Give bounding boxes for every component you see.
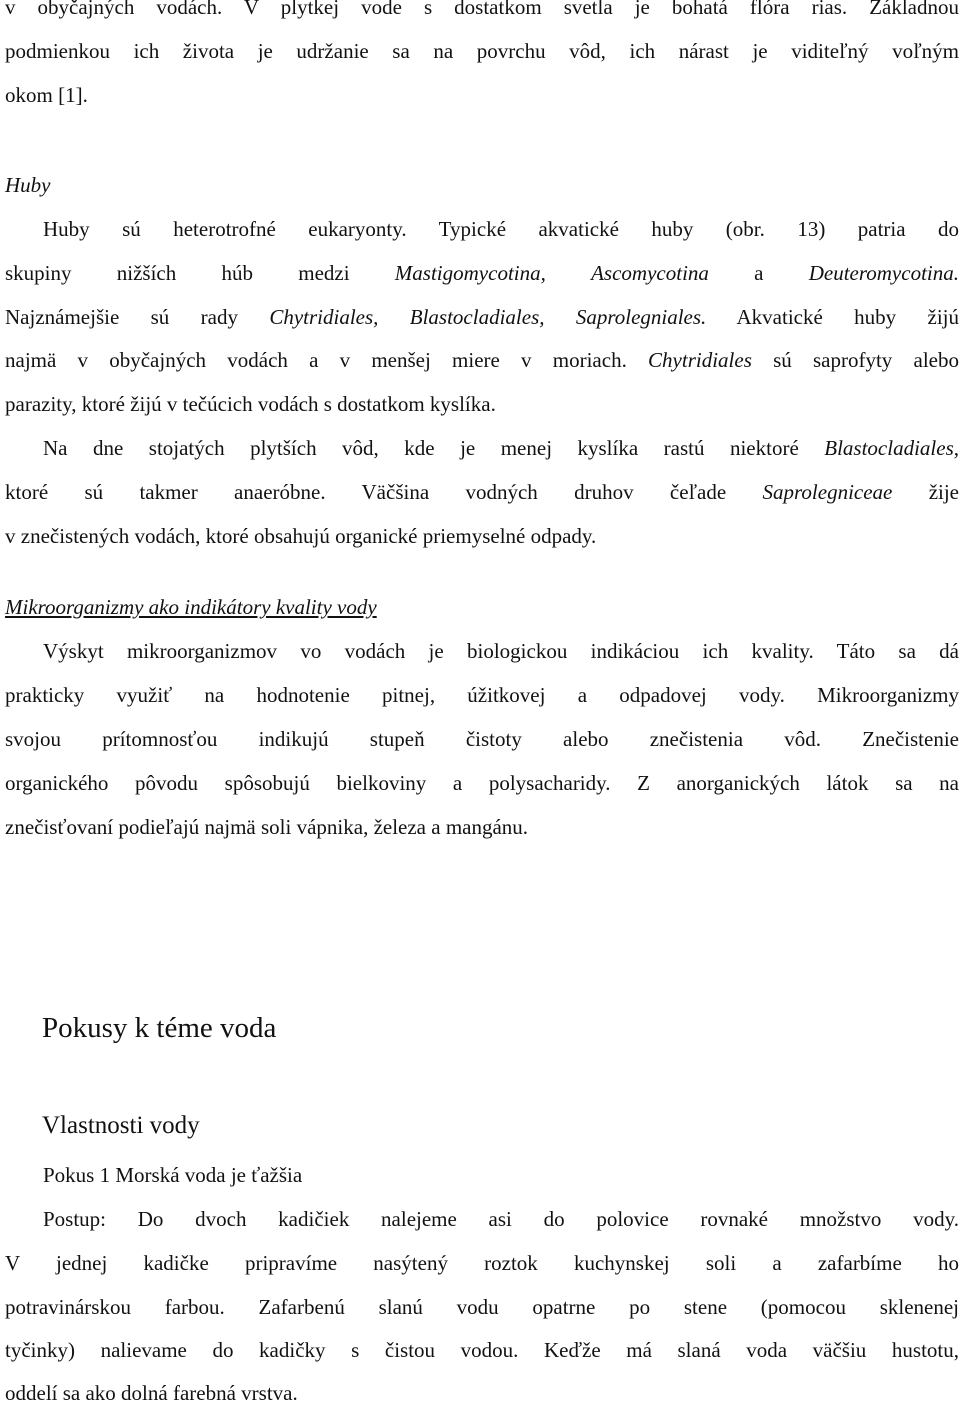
intro-line-1: v obyčajných vodách. V plytkej vode s dostatkom svetla je bohatá flóra rias. Základnou	[5, 0, 959, 19]
intro-line-2: podmienkou ich života je udržanie sa na povrchu vôd, ich nárast je viditeľný voľným	[5, 39, 959, 63]
experiment-line-3: potravinárskou farbou. Zafarbenú slanú vodu opatrne po stene (pomocou sklenenej	[5, 1295, 959, 1319]
experiment-line-5: oddelí sa ako dolná farebná vrstva.	[5, 1381, 298, 1405]
experiment-title: Pokus 1 Morská voda je ťažšia	[43, 1163, 303, 1187]
huby-text: sú saprofyty alebo	[773, 348, 959, 372]
huby-text: ktoré sú takmer anaeróbne. Väčšina vodných druhov čeľade	[5, 480, 727, 504]
huby-line-6	[43, 435, 959, 461]
page-title: Pokusy k téme voda	[42, 1012, 277, 1044]
micro-line-1: Výskyt mikroorganizmov vo vodách je biologickou indikáciou ich kvality. Táto sa dá	[43, 639, 959, 663]
huby-text: najmä v obyčajných vodách a v menšej miere v moriach.	[5, 348, 627, 372]
micro-line-5: znečisťovaní podieľajú najmä soli vápnika, železa a mangánu.	[5, 815, 529, 839]
micro-line-4: organického pôvodu spôsobujú bielkoviny a polysacharidy. Z anorganických látok sa na	[5, 771, 959, 795]
intro-line-3: okom [1].	[5, 83, 88, 107]
section-heading-huby: Huby	[5, 173, 51, 197]
taxon-name: Saprolegniceae	[762, 480, 893, 504]
huby-line-8: v znečistených vodách, ktoré obsahujú organické priemyselné odpady.	[5, 524, 597, 548]
subsection-title: Vlastnosti vody	[42, 1112, 200, 1139]
taxon-name: Blastocladiales,	[824, 436, 959, 460]
huby-text: skupiny nižších húb medzi	[5, 261, 350, 285]
experiment-line-2: V jednej kadičke pripravíme nasýtený roztok kuchynskej soli a zafarbíme ho	[5, 1251, 959, 1275]
huby-line-4	[5, 347, 959, 373]
huby-text: a	[754, 261, 764, 285]
taxon-name: Ascomycotina	[591, 261, 709, 285]
huby-line-2	[5, 260, 959, 286]
experiment-line-4: tyčinky) nalievame do kadičky s čistou vodou. Keďže má slaná voda väčšiu hustotu,	[5, 1338, 959, 1362]
micro-line-3: svojou prítomnosťou indikujú stupeň čistoty alebo znečistenia vôd. Znečistenie	[5, 727, 959, 751]
huby-line-3	[5, 304, 959, 330]
huby-line-5: parazity, ktoré žijú v tečúcich vodách s dostatkom kyslíka.	[5, 392, 496, 416]
experiment-line-1: Postup: Do dvoch kadičiek nalejeme asi do polovice rovnaké množstvo vody.	[43, 1207, 959, 1231]
taxon-name: Mastigomycotina,	[394, 261, 546, 285]
taxon-name: Deuteromycotina.	[808, 261, 959, 285]
huby-line-1: Huby sú heterotrofné eukaryonty. Typické akvatické huby (obr. 13) patria do	[43, 217, 959, 241]
huby-text: žije	[928, 480, 959, 504]
section-heading-mikroorganizmy: Mikroorganizmy ako indikátory kvality vody	[5, 595, 377, 619]
taxon-name: Chytridiales	[648, 348, 752, 372]
huby-text: Na dne stojatých plytších vôd, kde je menej kyslíka rastú niektoré	[43, 436, 799, 460]
huby-text: Najznámejšie sú rady	[5, 305, 238, 329]
micro-line-2: prakticky využiť na hodnotenie pitnej, úžitkovej a odpadovej vody. Mikroorganizmy	[5, 683, 959, 707]
huby-text: Akvatické huby žijú	[736, 305, 960, 329]
huby-line-7	[5, 479, 959, 505]
taxon-names: Chytridiales, Blastocladiales, Saprolegniales.	[269, 305, 707, 329]
